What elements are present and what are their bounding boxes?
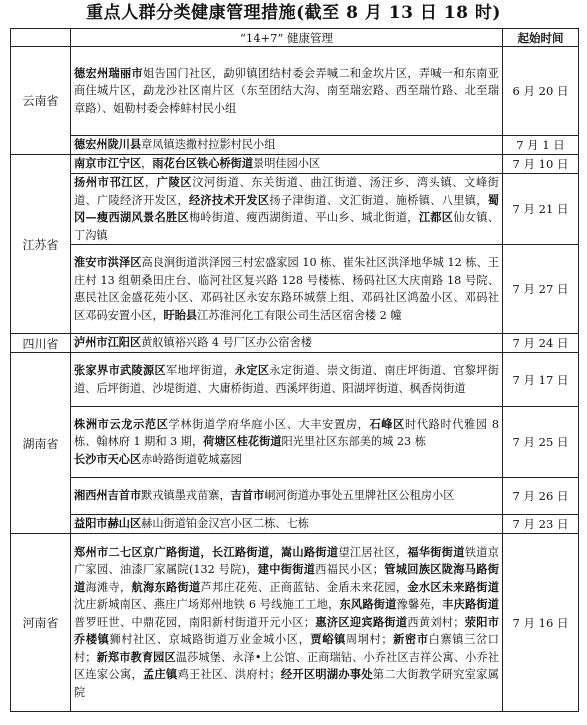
location-detail: 西福民小区；	[315, 563, 384, 577]
location-detail: 普罗旺世、中鼎花园，南阳新村街道开元小区；	[74, 615, 316, 629]
location-name: 扬州市邗江区	[74, 175, 145, 189]
location-name: 泸州市江阳区	[74, 335, 142, 350]
row-content	[71, 353, 503, 407]
location-name: 新密市	[392, 632, 429, 647]
location-detail: 温莎城堡、永泽•上公馆、正商瑞钻、小乔社区吉祥公寓、小乔社区连家公寓，	[74, 650, 499, 682]
location-name: 湘西州吉首市	[74, 488, 142, 503]
location-name: 福华街街道	[407, 544, 465, 559]
row-content	[71, 174, 503, 245]
location-detail: 赤岭路街道乾城嘉园	[141, 452, 242, 466]
location-detail: 章凤镇迭撒村拉影村民小组	[141, 138, 276, 152]
location-detail: 峒河街道办事处五里牌社区公租房小区	[264, 489, 455, 503]
location-name: 荥阳市乔楼镇	[74, 614, 499, 647]
header-measures: “14+7” 健康管理	[71, 29, 503, 47]
location-name: 蜀冈—瘦西湖风景名胜区	[74, 192, 499, 224]
location-name: 江都区	[418, 210, 454, 224]
table-row	[11, 478, 579, 515]
location-detail: 梅岭街道、瘦西湖街道、平山乡、城北街道，	[188, 211, 419, 224]
location-detail: 望江居社区，	[338, 545, 408, 559]
province-yunnan: 云南省	[11, 47, 71, 155]
location-detail: 高良涧街道洪泽园三村宏盛家园 10 栋、崔朱社区洪泽地华城 12 栋、王庄村 13 组朝桑田庄台、临河社区复兴路 128 号楼栋、杨码社区大庆南路 18 号院、惠民社区金盛花苑小区、邓码社区永安东路环城蔡上组、邓码社区鸿盈小区、邓码社区邓码安置小区，	[74, 256, 499, 322]
location-name: 雨花台区铁心桥街道	[152, 156, 254, 171]
row-date: 7 月 21 日	[503, 174, 579, 245]
header-corner	[11, 29, 71, 47]
row-date: 6 月 20 日	[503, 47, 579, 136]
location-detail: 芦邦庄花苑、正商蓝钻、金盾未来花园，	[200, 580, 408, 594]
location-detail: 沈庄新城南区、燕庄广场郑州地铁 6 号线施工工地，	[74, 598, 340, 612]
location-name: 惠济区迎宾路街道	[315, 614, 408, 629]
row-content	[71, 515, 503, 534]
location-name: 经济技术开发区	[188, 192, 270, 207]
table-row	[11, 174, 579, 245]
table-row	[11, 245, 579, 334]
location-name: 金水区未来路街道	[407, 579, 499, 594]
row-date: 7 月 1 日	[503, 136, 579, 155]
location-detail: 永定街道、崇文街道、南庄坪街道、官黎坪街道、后坪街道、沙堤街道、大庸桥街道、西溪坪街道、阳湖坪街道、枫香岗街道	[74, 364, 499, 395]
row-date: 7 月 16 日	[503, 534, 579, 712]
location-name: 南京市江宁区	[74, 156, 142, 171]
table-row	[11, 155, 579, 174]
location-detail: 狮村社区、京城路街道万业金城小区，	[109, 633, 311, 647]
location-name: 郑州市二七区京广路街道，长江路街道，嵩山路街道	[74, 544, 339, 559]
location-name: 吉首市	[230, 488, 265, 503]
location-detail: 第二大街教学研究室家属院	[74, 668, 499, 699]
table-row	[11, 515, 579, 534]
location-name: 管城回族区陇海马路街道	[74, 562, 499, 594]
location-name: 德宏州陇川县	[74, 137, 142, 152]
location-detail: 鸡王社区、洪府村；	[177, 668, 281, 682]
location-detail: 军地坪街道，	[165, 364, 235, 377]
province-hunan: 湖南省	[11, 353, 71, 534]
province-sichuan: 四川省	[11, 334, 71, 353]
row-date: 7 月 26 日	[503, 478, 579, 515]
location-detail: 赫山街道铂金汉宫小区二栋、七栋	[141, 517, 309, 531]
location-detail: 景明佳园小区	[253, 157, 321, 171]
location-name: 丰庆路街道	[442, 597, 499, 612]
location-detail: 白寨镇三岔口村；	[74, 633, 499, 664]
location-detail: ，	[141, 157, 153, 171]
location-detail: ，	[144, 176, 157, 189]
location-detail: 姐告国门社区，勐卯镇团结村委会弄喊二和金坎片区，弄喊一和东南亚商住城片区，勐龙沙社区南片区（东至团结大沟、南至瑞宏路、西至瑞竹路、北至瑞章路）、姐勒村委会棒蚌村民小组	[74, 66, 499, 115]
location-detail: 周垌村；	[345, 633, 393, 647]
header-start-time: 起始时间	[503, 29, 579, 47]
row-date: 7 月 10 日	[503, 155, 579, 174]
location-name: 经开区明湖办事处	[280, 667, 373, 682]
location-detail: 学林街道学府华庭小区、大丰安置房，	[168, 417, 370, 431]
location-name: 张家界市武陵源区	[74, 363, 166, 377]
row-content	[71, 534, 503, 712]
location-detail: 默戎镇墨戎苗寨，	[141, 489, 231, 503]
table-row	[11, 407, 579, 478]
location-detail: 仙女镇、丁沟镇	[74, 211, 499, 242]
row-date: 7 月 27 日	[503, 245, 579, 334]
location-name: 新郑市教育园区	[96, 649, 176, 664]
location-name: 孟庄镇	[142, 667, 178, 682]
location-detail: 豫馨苑，	[396, 598, 443, 612]
table-row	[11, 534, 579, 712]
location-name: 东风路街道	[339, 597, 397, 612]
row-date: 7 月 24 日	[503, 334, 579, 353]
location-detail: 时代路时代雅园 8 栋、翰林府 1 期和 3 期，	[74, 417, 499, 449]
province-jiangsu: 江苏省	[11, 155, 71, 334]
row-content	[71, 136, 503, 155]
location-name: 永定区	[234, 363, 270, 377]
location-detail: 扬子津街道、文汇街道、施桥镇、八里镇，	[269, 193, 488, 207]
province-henan: 河南省	[11, 534, 71, 712]
location-name: 建中街街道	[257, 562, 316, 577]
row-date: 7 月 17 日	[503, 353, 579, 407]
location-name: 广陵区	[156, 175, 193, 189]
page-title: 重点人群分类健康管理措施(截至 8 月 13 日 18 时)	[86, 3, 501, 23]
table-row	[11, 136, 579, 155]
location-detail: 铁道京广家园、油漆厂家属院(132 号院)，	[74, 545, 499, 577]
measures-table	[10, 28, 579, 712]
location-name: 长沙市天心区	[74, 451, 142, 466]
row-content	[71, 47, 503, 136]
location-name: 石峰区	[369, 416, 405, 431]
location-detail: 江苏淮河化工有限公司生活区宿舍楼 2 幢	[197, 308, 402, 322]
location-detail: 汶河街道、东关街道、曲江街道、汤汪乡、湾头镇、文峰街道、广陵经济开发区，	[74, 176, 499, 207]
location-name: 德宏州瑞丽市	[74, 65, 143, 80]
location-detail: 阳光里社区东部美的城 23 栋	[281, 435, 426, 449]
row-content	[71, 478, 503, 515]
location-name: 荷塘区桂花街道	[203, 434, 282, 449]
location-name: 航海东路街道	[131, 579, 201, 594]
location-detail: 黄舣镇裕兴路 4 号厂区办公宿舍楼	[141, 336, 312, 350]
row-content	[71, 155, 503, 174]
table-header-row	[11, 29, 579, 47]
row-content	[71, 334, 503, 353]
location-detail: 海滩寺，	[85, 580, 132, 594]
location-name: 盱眙县	[163, 307, 198, 322]
location-name: 益阳市赫山区	[74, 516, 142, 531]
table-row	[11, 353, 579, 407]
location-name: 淮安市洪泽区	[74, 255, 142, 269]
row-content	[71, 407, 503, 478]
row-date: 7 月 23 日	[503, 515, 579, 534]
location-detail: 西黄刘村；	[407, 615, 465, 629]
row-date: 7 月 25 日	[503, 407, 579, 478]
location-name: 贾峪镇	[310, 632, 346, 647]
table-row	[11, 47, 579, 136]
table-row	[11, 334, 579, 353]
row-content	[71, 245, 503, 334]
location-name: 株洲市云龙示范区	[74, 416, 169, 431]
